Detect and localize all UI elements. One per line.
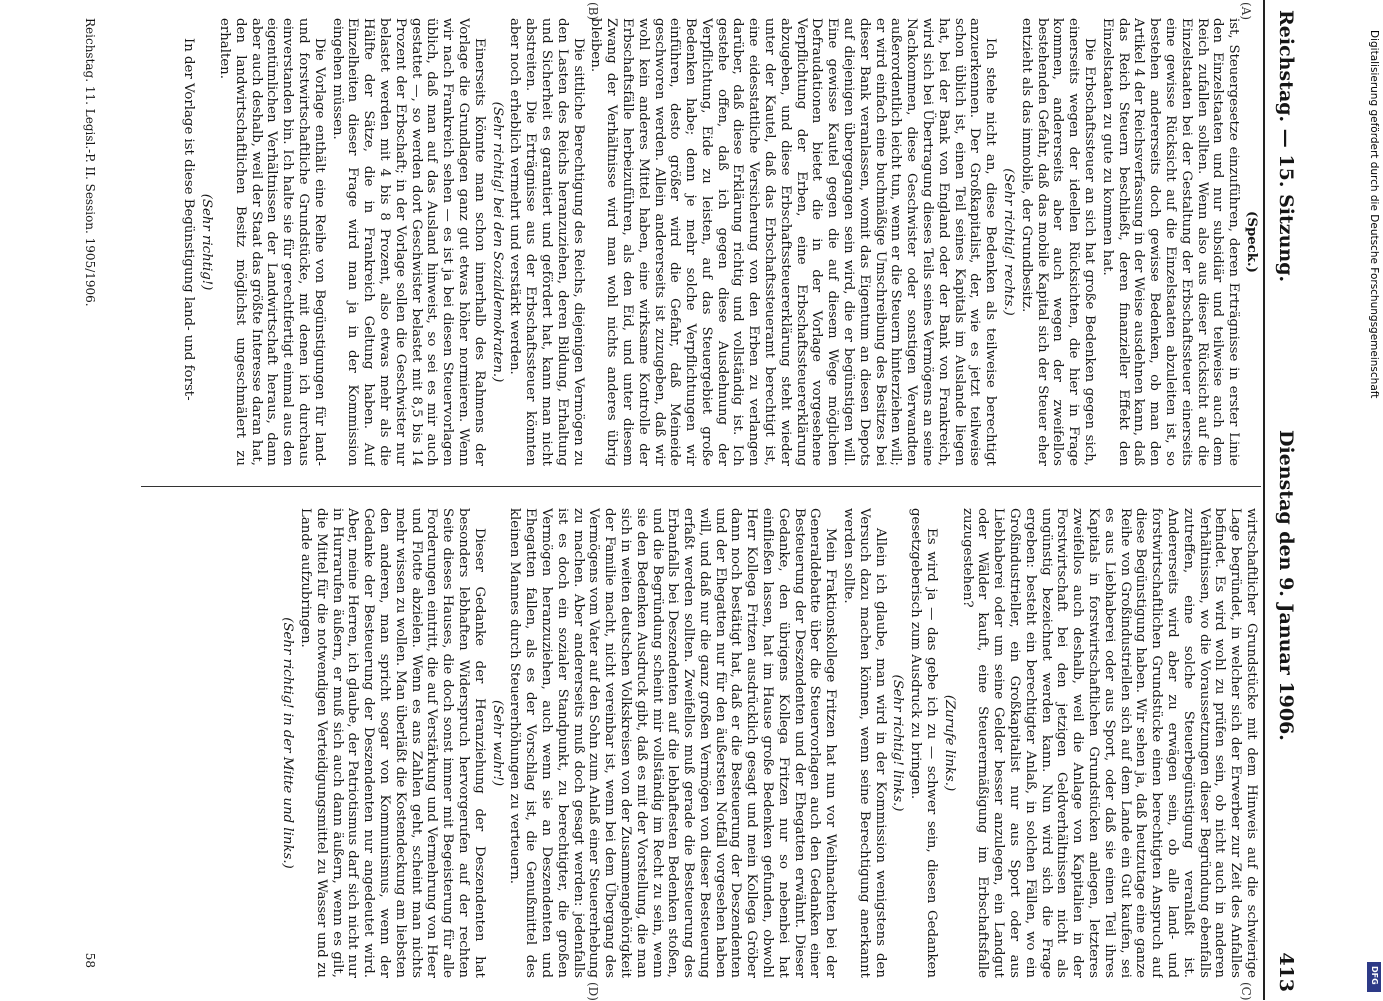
interjection: (Zurufe links.) [941, 694, 957, 792]
paragraph: In der Vorlage ist diese Begünstigung land- und forst- [181, 38, 197, 401]
page-header [1263, 0, 1305, 1000]
paragraph: Die Erbschaftssteuer an sich hat große Bedenken gegen sich, einerseits wegen der ideellen Rücksichten, die hier in Frage kommen, andererseits aber auch wegen der zweifellos bestehenden Gefahr, daß das mobile Kapital sich der Steuer eher entzieht als das immobile, der Grundbesitz. [1018, 18, 1098, 466]
margin-marker-a: (A) [1239, 2, 1253, 21]
dfg-logo-text: DFG [1370, 966, 1379, 985]
paragraph: Es wird ja — das gebe ich zu — schwer sein, diesen Gedanken gesetzgeberisch zum Ausdruck zu bringen. [908, 508, 940, 978]
footer-session: Reichstag. 11. Legisl.-P. II. Session. 1905/1906. [83, 18, 97, 307]
credit-text: Digitalisierung gefördert durch die Deutsche Forschungsgemeinschaft [1368, 30, 1380, 399]
right-column [99, 508, 1259, 978]
footer-sheet-number: 58 [83, 952, 97, 968]
interjection: (Sehr richtig! in der Mitte und links.) [280, 617, 296, 869]
interjection: (Sehr richtig! rechts.) [1001, 168, 1017, 316]
dfg-logo [1367, 962, 1381, 992]
margin-marker-c: (C) [1239, 982, 1253, 1001]
left-column [99, 18, 1259, 466]
interjection: (Sehr richtig!) [199, 193, 215, 291]
margin-marker-b: (B) [586, 2, 600, 21]
header-date: Dienstag den 9. Januar 1906. [1275, 430, 1297, 741]
interjection: (Sehr richtig! bei den Sozialdemokraten.) [489, 101, 505, 383]
paragraph: Dieser Gedanke der Heranziehung der Deszendenten hat besonders lebhaften Widerspruch hervorgerufen auf der rechten Seite dieses Hauses, die doch sonst immer mit Begeisterung für alle Forderungen eintritt, die auf Verstärkung und Vermehrung von Heer und Flotte abzielen. Wenn es ans Zahlen geht, scheint man nichts mehr wissen zu wollen. Man überläßt die Kostendeckung am liebsten den anderen, man spricht sogar von Kommunismus, wenn der Gedanke der Besteuerung der Deszendenten nur angedeutet wird. Aber, meine Herren, ich glaube, der Patriotismus darf sich nicht nur in Hurrarufen äußern, er muß sich auch dann äußern, wenn es gilt, die Mittel für die notwendigen Verteidigungsmittel zu Wasser und zu Lande aufzubringen. [297, 508, 487, 978]
interjection: (Sehr richtig! links.) [890, 674, 906, 812]
paragraph: Die Vorlage enthält eine Reihe von Begünstigungen für land- und forstwirtschaftliche Grundstücke, mit denen ich durchaus einverstanden bin. Ich halte sie für gerechtfertigt einmal aus den eigentümlichen Verhältnissen der Landwirtschaft heraus, dann aber auch deshalb, weil der Staat das größte Interesse daran hat, den landwirtschaftlichen Besitz möglichst ungeschmälert zu erhalten. [217, 18, 327, 466]
digitization-credit [1366, 30, 1382, 1000]
column-divider [141, 486, 1261, 487]
paragraph: Einerseits könnte man schon innerhalb des Rahmens der Vorlage die Grundlagen ganz gut etwas höher normieren. Wenn wir nach Frankreich sehen — es ist ja bei diesen Steuervorlagen üblich, daß man auf das Ausland hinweist, so sei es mir auch gestattet —, so werden dort Geschwister belastet mit 8,5 bis 14 Prozent der Erbschaft; in der Vorlage sollen die Geschwister nur belastet werden mit 4 bis 8 Prozent, also etwas mehr als die Hälfte der Sätze, die in Frankreich Geltung haben. Auf Einzelheiten dieser Frage wird man ja in der Kommission eingehen müssen. [329, 18, 487, 466]
speaker-name: (Speck.) [1244, 211, 1259, 273]
page-number: 413 [1275, 952, 1297, 992]
paragraph: wirtschaftlicher Grundstücke mit dem Hinweis auf die schwierige Lage begründet, in welcher sich der Erwerber zur Zeit des Anfalles befindet. Es wird wohl zu prüfen sein, ob nicht auch in anderen Verhältnissen, wo die Voraussetzungen dieser Begründung ebenfalls zutreffen, eine solche Steuerbegünstigung veranlaßt ist. Andererseits wird aber zu erwägen sein, ob alle land- und forstwirtschaftlichen Grundstücke einen berechtigten Anspruch auf diese Begünstigung haben. Wir sehen ja, daß heutzutage eine ganze Reihe von Großindustriellen sich auf dem Lande ein Gut kaufen, sei es aus Liebhaberei oder aus Sport, oder daß sie einen Teil ihres Kapitals in forstwirtschaftlichen Grundstücken anlegen, letzteres zweifellos auch deshalb, weil die Anlage von Kapitalien in der Forstwirtschaft bei den jetzigen Geldverhältnissen nicht als ungünstig bezeichnet werden kann. Nun wird sich die Frage ergeben: besteht ein berechtigter Anlaß, in solchen Fällen, wo ein Großindustrieller, ein Großkapitalist nur aus Sport oder aus Liebhaberei oder um seine Gelder besser anzulegen, ein Landgut oder Wälder kauft, eine Steuerermäßigung im Erbschaftsfalle zuzugestehen? [959, 508, 1259, 978]
paragraph: Mein Fraktionskollege Fritzen hat nun vor Weihnachten bei der Generaldebatte über die Steuervorlagen auch den Gedanken einer Besteuerung der Deszendenten und der Ehegatten erwähnt. Dieser Gedanke, den übrigens Kollega Fritzen nur so nebenbei hat einfließen lassen, hat im Hause große Bedenken gefunden, obwohl Herr Kollega Fritzen ausdrücklich gesagt und mein Kollega Gröber dann noch bestätigt hat, daß er die Besteuerung der Deszendenten und der Ehegatten nur für den äußersten Notfall vorgesehen haben will, und daß nur die ganz großen Vermögen von dieser Besteuerung erfaßt werden sollten. Zweifellos muß gerade die Besteuerung des Erbanfalls bei Deszendenten auf die lebhaftesten Bedenken stoßen, und die Begründung scheint mir vollständig im Recht zu sein, wenn sie den Bedenken Ausdruck gibt, daß es mit der Vorstellung, die man sich in weiten deutschen Volkskreisen von der Zusammengehörigkeit der Familie macht, nicht vereinbar ist, wenn bei dem Übergang des Vermögens vom Vater auf den Sohn zum Anlaß einer Steuererhebung zu machen. Aber andererseits muß doch gesagt werden: jedenfalls ist es doch ein sozialer Standpunkt, zu berechtigter, die großen Vermögen heranzuziehen, auch wenn sie an Deszendenten und Ehegatten fallen, als es der Vorschlag ist, die Genußmittel des kleinen Mannes durch Steuererhöhungen zu verteuern. [507, 508, 839, 978]
paragraph: ist, Steuergesetze einzuführen, deren Erträgnisse in erster Linie den Einzelstaaten und nur subsidiär und teilweise auch dem Reich zufallen sollten. Wenn also aus dieser Rücksicht auf die Einzelstaaten bei der Gestaltung der Erbschaftssteuer einerseits eine gewisse Rücksicht auf die Einzelstaaten abzuleiten ist, so bestehen andererseits doch gewisse Bedenken, ob man den Artikel 4 der Reichsverfassung in der Weise ausdehnen kann, daß das Reich Steuern beschließt, deren finanzieller Effekt den Einzelstaaten zu gute zu kommen hat. [1099, 18, 1242, 466]
margin-marker-d: (D) [586, 982, 600, 1001]
paragraph: Ich stehe nicht an, diese Bedenken als teilweise berechtigt anzuerkennen. Der Großkapitalist, der, wie es jetzt teilweise schon üblich ist, einen Teil seines Kapitals im Auslande liegen hat, bei der Bank von England oder der Bank von Frankreich, wird sich bei Übertragung dieses Teils seines Vermögens an seine Nachkommen, diese Geschwister oder sonstigen Verwandten außerordentlich leicht tun, wenn er die Steuern hinterziehen will; er wird einfach eine buchmäßige Umschreibung des Besitzes bei dieser Bank veranlassen, womit das Eigentum an diesen Depots auf diejenigen übergegangen sein wird, die er begünstigen will. Eine gewisse Kautel gegen die auf diesem Wege möglichen Defraudationen bietet die in der Vorlage vorgesehene Verpflichtung der Erben, eine Erbschaftssteuererklärung abzugeben, und diese Erbschaftssteuererklärung steht wieder unter der Kautel, daß das Erbschaftssteueramt berechtigt ist, eine eidesstattliche Versicherung von den Erben zu verlangen darüber, daß diese Erklärung richtig und vollständig ist. Ich gestehe offen, daß ich gegen diese Ausdehnung der Verpflichtung, Eide zu leisten, auf das Steuergebiet große Bedenken habe; denn je mehr solche Verpflichtungen wir einführen, desto größer wird die Gefahr, daß Meineide geschworen werden. Allein andererseits ist zuzugeben, daß wir wohl kein anderes Mittel haben, eine wirksame Kontrolle der Erbschaftsfälle herbeizuführen, als den Eid, und unter diesem Zwang der Verhältnisse wird man wohl nichts anderes übrig bleiben. [588, 18, 999, 466]
paragraph: Allein ich glaube, man wird in der Kommission wenigstens den Versuch dazu machen können, wenn seine Berechtigung anerkannt werden sollte. [841, 508, 888, 978]
interjection: (Sehr wahr!) [489, 699, 505, 787]
rotated-page [83, 0, 1305, 1000]
paragraph: Die sittliche Berechtigung des Reichs, diejenigen Vermögen zu den Lasten des Reichs heranzuziehen, deren Bildung, Erhaltung und Sicherheit es garantiert und gefördert hat, kann man nicht abstreiten. Die Erträgnisse aus der Erbschaftssteuer könnten aber noch erheblich vermehrt und verstärkt werden. [507, 18, 586, 466]
header-title: Reichstag. — 15. Sitzung. [1275, 10, 1297, 283]
